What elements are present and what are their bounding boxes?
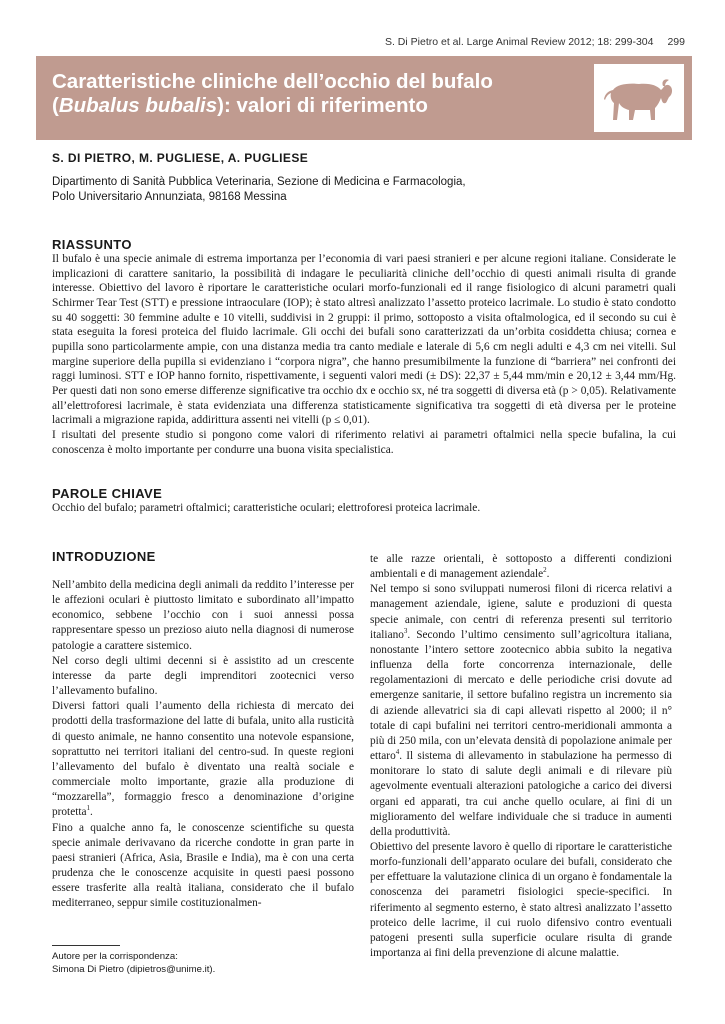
intro-paragraph-6: Nel tempo si sono sviluppati numerosi filoni di ricerca relativi a management aziendale, igiene, salute e produzioni di questa specie animale, con centri di referenza presenti sul territorio italiano$^3$. Secondo l’ultimo censimento sull’agricoltura italiana, nonostante l’intero settore zootecnico abbia subito la negativa influenza della forte concorrenza internazionale, delle regolamentazioni di mercato e delle periodiche crisi dovute ad emergenze sanitarie, il settore bufalino registra un incremento sia di aziende allevatrici sia di capi allevati rispetto al 2000; il n° totale di capi bufalini nei territori centro-meridionali ammonta a più di 250 mila, con un’elevata densità di popolazione animale per ettaro$^4$. Il sistema di allevamento in stabulazione ha permesso di monitorare lo stato di salute degli animali e di rilevare più agevolmente eventuali alterazioni patologiche a carico dei diversi organi ed apparati, tra cui anche quello oculare, ai fini di un miglioramento del welfare individuale che si traduce in aumenti della produttività. — [370, 583, 672, 838]
reference-4: 4 — [395, 748, 400, 757]
title-icon-box — [594, 64, 684, 132]
abstract-heading: RIASSUNTO — [52, 237, 132, 252]
buffalo-silhouette-icon — [599, 70, 679, 126]
intro-paragraph-5: te alle razze orientali, è sottoposto a differenti condizioni ambientali e di management aziendale$^2$. — [370, 553, 672, 581]
intro-paragraph-4: Fino a qualche anno fa, le conoscenze scientifiche su questa specie animale derivavano da ricerche condotte in gran parte in paesi stranieri (Africa, Asia, Brasile e India), ma è con una certa prudenza che le conoscenze acquisite in questi paesi possono essere trasferite alla realtà italiana, considerato che il bufalo mediterraneo, seppur simile costituzionalmen- — [52, 821, 354, 910]
intro-paragraph-3: Diversi fattori quali l’aumento della richiesta di mercato dei prodotti della trasformazione del latte di bufala, unito alla rusticità di questo animale, ne hanno consentito una notevole espansione, soprattutto nei territori italiani del centro-sud. In queste regioni l’allevamento del bufalo è diventato una realtà sociale e commerciale molto importante, grazie alla produzione di “mozzarella”, formaggio fresco a denominazione d’origine protetta$^1$. — [52, 700, 354, 819]
intro-left-column — [52, 578, 354, 911]
intro-paragraph-1: Nell’ambito della medicina degli animali da reddito l’interesse per le affezioni oculari è piuttosto limitato e subordinato all’impatto economico, sebbene l’occhio con i suoi annessi possa rappresentare spesso un prezioso aiuto nella diagnosi di numerose patologie a carattere sistemico. — [52, 579, 354, 652]
affiliation-line-2: Polo Universitario Annunziata, 98168 Messina — [52, 191, 287, 203]
authors: S. DI PIETRO, M. PUGLIESE, A. PUGLIESE — [52, 151, 309, 165]
title-paren: ( — [52, 94, 59, 117]
intro-right-column — [370, 552, 672, 961]
intro-paragraph-7: Obiettivo del presente lavoro è quello di riportare le caratteristiche morfo-funzionali dell’apparato oculare dei bufali, considerato che per effettuare la valutazione clinica di un organo è fondamentale la conoscenza dei parametri fisiologici specie-specifici. In riferimento al segmento esterno, è stato altresì analizzato l’assetto proteico delle lacrime, il cui ruolo difensivo contro eventuali patogeni presenti sulla superficie oculare risulta di grande importanza ai fini della prevenzione di alcune malattie. — [370, 840, 672, 960]
reference-2: 2 — [543, 566, 547, 575]
abstract-paragraph-2: I risultati del presente studio si pongono come valori di riferimento relativi ai parametri oftalmici nella specie bufalina, la cui conoscenza è molto importante per condurre una buona visita specialistica. — [52, 428, 676, 456]
intro-heading: INTRODUZIONE — [52, 549, 156, 564]
running-head — [385, 36, 685, 48]
journal-citation: S. Di Pietro et al. Large Animal Review 2012; 18: 299-304 — [384, 36, 654, 48]
reference-1: 1 — [86, 804, 91, 813]
page-number: 299 — [667, 36, 685, 48]
footnote-line-2: Simona Di Pietro (dipietros@unime.it). — [52, 964, 216, 975]
affiliation-line-1: Dipartimento di Sanità Pubblica Veterinaria, Sezione di Medicina e Farmacologia, — [52, 176, 466, 188]
keywords-heading: PAROLE CHIAVE — [52, 486, 163, 501]
abstract-paragraph-1: Il bufalo è una specie animale di estrema importanza per l’economia di vari paesi stranieri e per alcune regioni italiane. Considerate le implicazioni di carattere sanitario, la possibilità di indagare le peculiarità cliniche dell’occhio di questi animali risulta di grande interesse. Obiettivo del lavoro è riportare le caratteristiche oculari morfo-funzionali ed il range fisiologico di alcuni parametri quali Schirmer Tear Test (STT) e pressione intraoculare (IOP); è stato altresì analizzato l’assetto proteico lacrimale. Lo studio è stato condotto su 40 soggetti: 30 femmine adulte e 10 vitelli, suddivisi in 2 gruppi: il primo, sottoposto a visita oftalmologica, ed il secondo su cui è stata eseguita la foresi proteica del fluido lacrimale. Gli occhi dei bufali sono caratterizzati da un’orbita cosiddetta chiusa; cornea e pupilla sono particolarmente ampie, con una distanza media tra canto mediale e laterale di 5,6 cm negli adulti e 4,3 cm nei vitelli. Sul margine superiore della pupilla si evidenziano i “corpora nigra”, che hanno presumibilmente la funzione di “barriera” nei confronti dei raggi luminosi. STT e IOP hanno fornito, rispettivamente, i seguenti valori medi (± DS): 22,37 ± 5,44 mm/min e 20,12 ± 3,44 mm/Hg. Per questi dati non sono emerse differenze significative tra occhio dx e occhio sx, né tra soggetti di diversa età (p > 0,05). Relativamente all’elettroforesi lacrimale, è stata evidenziata una differenza statisticamente significativa tra soggetti di età diversa per le proteine lacrimali a migrazione rapida, addirittura assenti nei vitelli (p ≤ 0,01). — [52, 253, 676, 427]
reference-3: 3 — [403, 627, 408, 636]
footnote — [52, 950, 352, 976]
keywords: Occhio del bufalo; parametri oftalmici; caratteristiche oculari; elettroforesi proteica lacrimale. — [52, 502, 481, 514]
article-title — [52, 70, 612, 118]
title-line-1: Caratteristiche cliniche dell’occhio del bufalo — [52, 70, 493, 93]
abstract — [52, 252, 676, 457]
title-line-2: ): valori di riferimento — [217, 94, 428, 117]
affiliation — [52, 175, 572, 205]
title-species: Bubalus bubalis — [58, 94, 218, 117]
intro-paragraph-2: Nel corso degli ultimi decenni si è assistito ad un crescente interesse da parte degli imprenditori zootecnici verso l’allevamento bufalino. — [52, 654, 354, 698]
title-band — [36, 56, 692, 140]
footnote-divider — [52, 945, 120, 946]
footnote-line-1: Autore per la corrispondenza: — [52, 951, 178, 962]
